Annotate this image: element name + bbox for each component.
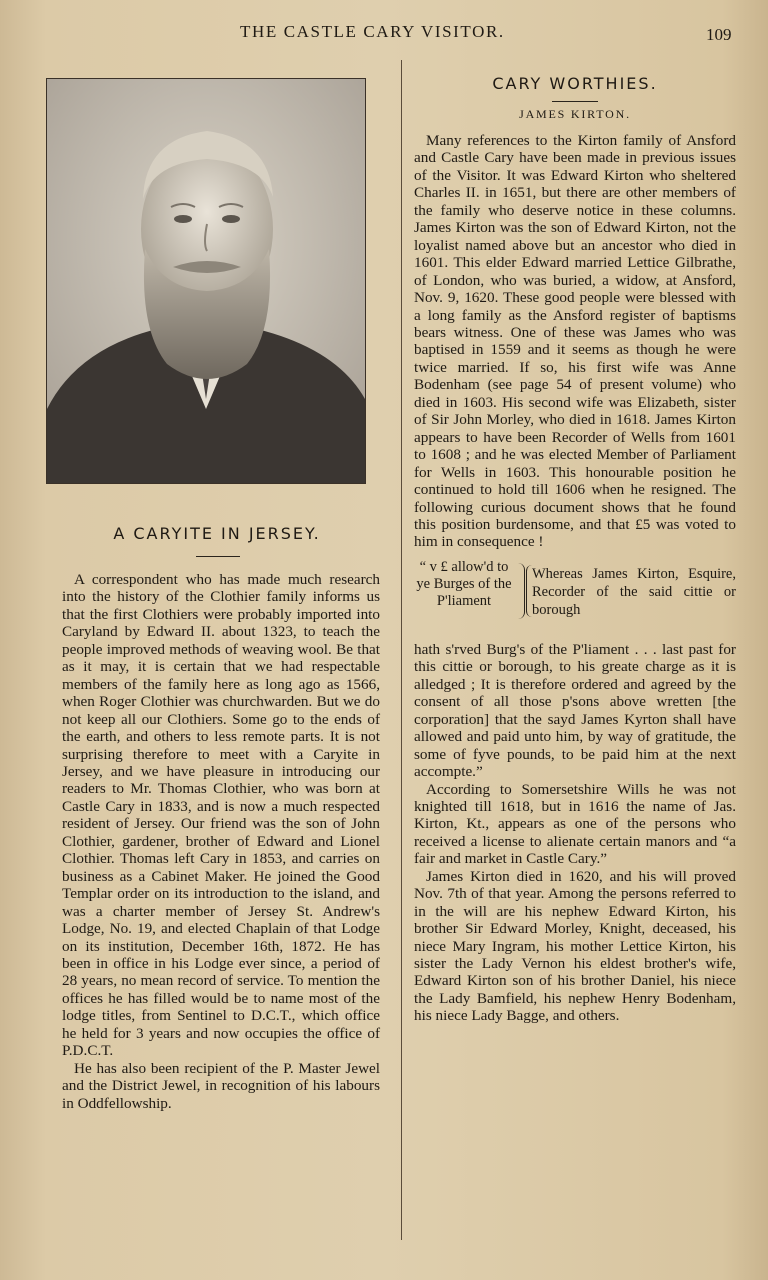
paragraph: He has also been recipient of the P. Master Jewel and the District Jewel, in recognition of his labours in Oddfellowship.: [62, 1059, 380, 1112]
page-number: 109: [706, 25, 732, 44]
paragraph: hath s'rved Burg's of the P'liament . . . last past for this cittie or borough, to his greate charge as it is alledged ; It is therefore ordered and agreed by the consent of all those p'sons above wretten [the corporation] that the sayd James Kyrton shall have allowed and paid unto him, by way of gratitude, the some of fyve pounds, to be paid him at the next accompte.”: [414, 640, 736, 781]
quoted-document: [414, 559, 736, 633]
article-body-kirton: [414, 132, 736, 1025]
right-column: [414, 74, 736, 1025]
portrait-illustration: [47, 79, 365, 483]
running-head: [0, 22, 768, 46]
running-title: THE CASTLE CARY VISITOR.: [240, 22, 505, 41]
article-heading-worthies: CARY WORTHIES.: [492, 74, 658, 93]
article-body-caryite: [62, 571, 380, 1112]
paragraph: A correspondent who has made much research into the history of the Clothier family informs us that the first Clothiers were probably imported into Caryland by Edward II. about 1323, to teach the people improved methods of weaving wool. Be that as it may, it is certain that we had respectable members of the family here as long ago as 1566, when Roger Clothier was churchwarden. But we do not keep all our Clothiers. Some go to the ends of the earth, and others to less remote parts. It is not surprising therefore to meet with a Caryite in Jersey, and we have pleasure in introducing our readers to Mr. Thomas Clothier, who was born at Castle Cary in 1833, and is now a much respected resident of Jersey. Our friend was the son of John Clothier, gardener, brother of Edward and Lionel Clothier. Thomas left Cary in 1853, and carries on business as a Cabinet Maker. He joined the Good Templar order on its introduction to the island, and was a charter member of Jersey St. Andrew's Lodge, No. 19, and elected Chaplain of that Lodge on its institution, December 16th, 1872. He has been in office in his Lodge ever since, a period of 28 years, no mean record of service. To mention the offices he has filled would be to name most of the lodge titles, from Sentinel to D.C.T., which office he held for 3 years and now occupies the office of P.D.C.T.: [62, 571, 380, 1060]
document-continuation: [414, 641, 736, 781]
article-subheading: JAMES KIRTON.: [519, 107, 631, 121]
portrait-photo: [46, 78, 366, 484]
column-divider: [401, 60, 402, 1240]
heading-rule: [196, 556, 240, 557]
article-heading-caryite: A CARYITE IN JERSEY.: [113, 524, 321, 543]
document-text: Whereas James Kirton, Esquire, Recorder of the said cittie or borough: [532, 565, 736, 618]
paragraph: According to Somersetshire Wills he was not knighted till 1618, but in 1616 the name of Jas. Kirton, Kt., appears as one of the persons who received a license to alienate certain manors and “a fair and market in Castle Cary.”: [414, 780, 736, 868]
heading-rule: [552, 101, 598, 102]
brace: [518, 563, 525, 619]
paragraph: Many references to the Kirton family of Ansford and Castle Cary have been made in previous issues of the Visitor. It was Edward Kirton who sheltered Charles II. in 1651, but there are other members of the family who deserve notice in these columns. James Kirton was the son of Edward Kirton, not the loyalist named above but an ancestor who died in 1601. This elder Edward married Lettice Gilbrathe, of London, who was buried, a widow, at Ansford, Nov. 9, 1620. These good people were blessed with a long family as the Ansford register of baptisms bears witness. One of these was James who was baptised in 1559 and it seems as though he were twice married. If so, his first wife was Anne Bodenham (see page 54 of present volume) who died in 1603. His second wife was Elizabeth, sister of Sir John Morley, who died in 1618. James Kirton appears to have been Recorder of Wells from 1601 to 1608 ; and he was elected Member of Parliament for Wells in 1603. This honourable position he continued to hold till 1606 when he resigned. The following curious document shows that he found this position burdensome, and that £5 was voted to him in consequence !: [414, 132, 736, 551]
paragraph: James Kirton died in 1620, and his will proved Nov. 7th of that year. Among the persons referred to in the will are his nephew Edward Kirton, his brother Sir Edward Morley, Knight, deceased, his niece Mary Ingram, his mother Lettice Kirton, his sister the Lady Vernon his eldest brother's wife, Edward Kirton son of his brother Daniel, his niece the Lady Bamfield, his nephew Henry Bodenham, his niece Lady Bagge, and others.: [414, 867, 736, 1025]
document-margin-note: “ v £ allow'd to ye Burges of the P'liament: [416, 558, 512, 609]
